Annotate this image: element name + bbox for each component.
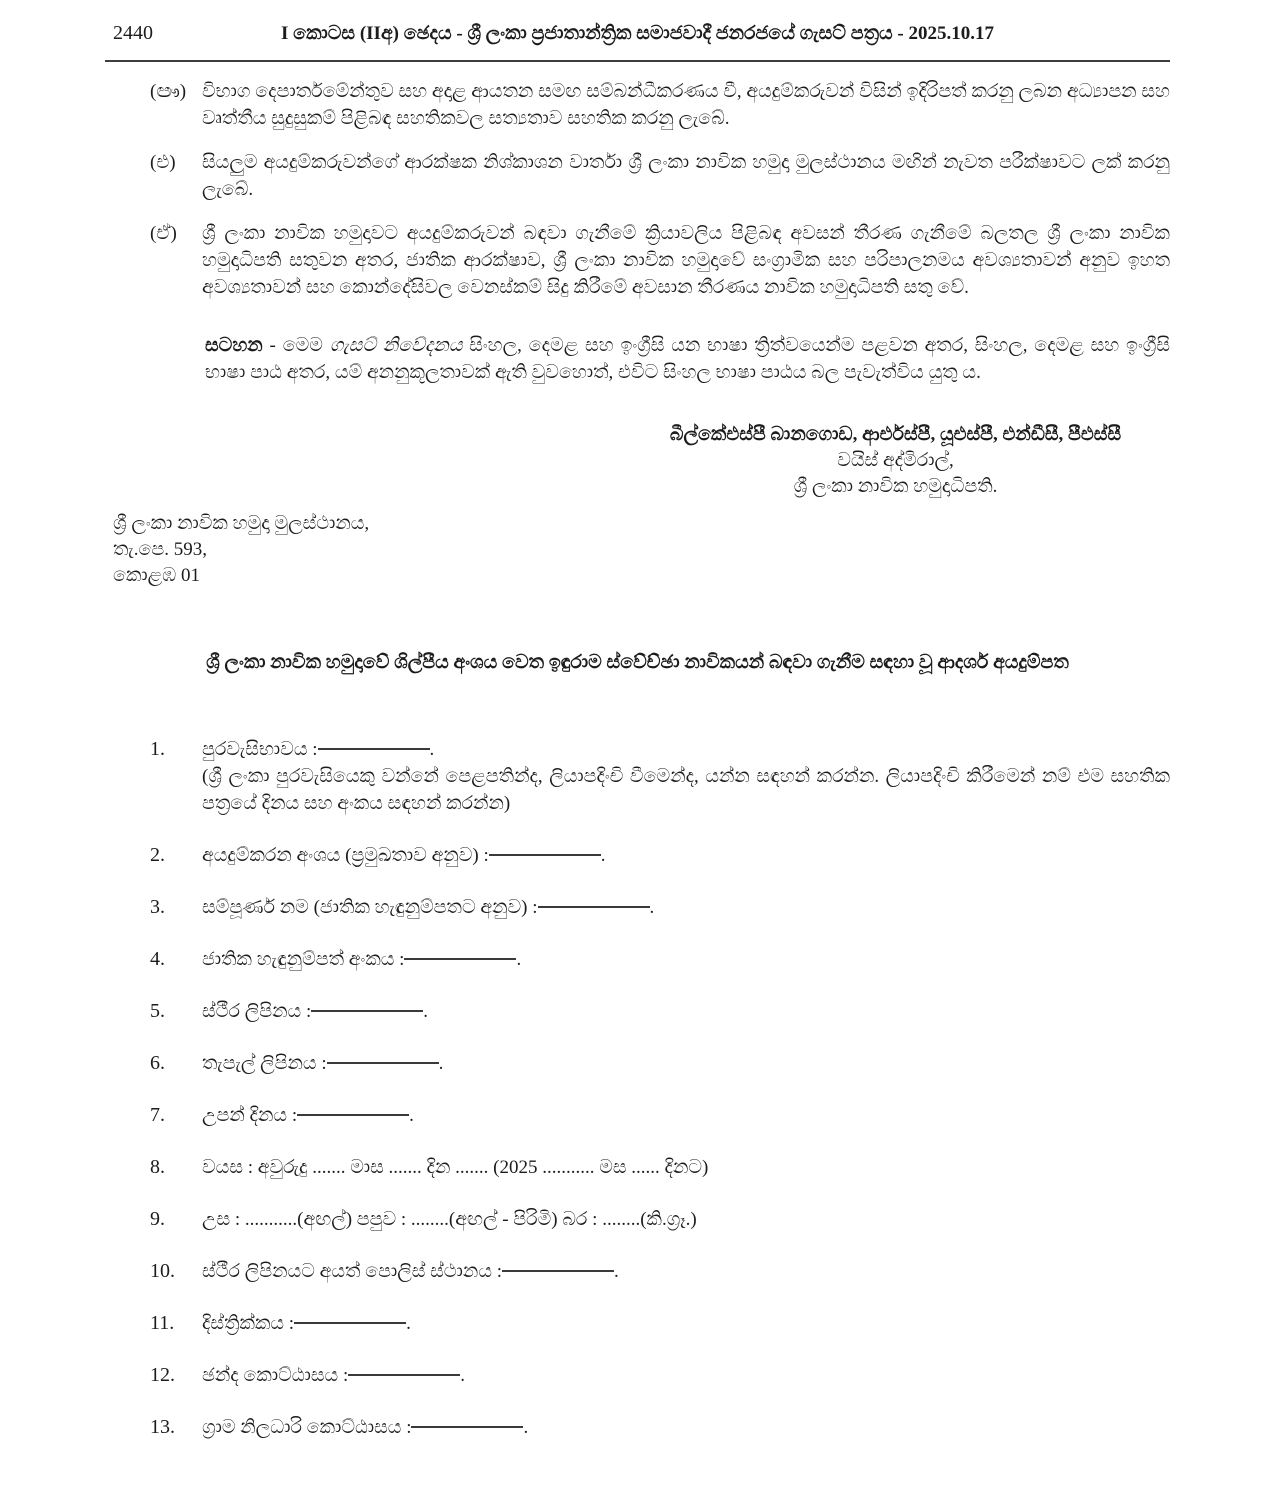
application-form-items xyxy=(150,736,1170,1441)
form-item-row xyxy=(150,842,1170,869)
lettered-paragraph xyxy=(150,220,1170,301)
form-item-label: ජාතික හැඳුනුම්පත් අංකය : xyxy=(202,949,405,970)
note-label: සටහන xyxy=(205,335,263,356)
form-item-content xyxy=(202,1310,1170,1337)
form-item-label: උස : ...........(අඟල්) පපුව : ........(අඟල් - පිරිමි) බර : ........(කි.ග්‍රෑ.) xyxy=(202,1209,697,1230)
gazette-header-title: I කොටස (IIඅ) ඡෙදය - ශ්‍රී ලංකා ප්‍රජාතාන්ත්‍රික සමාජවාදී ජනරජයේ ගැසට් පත්‍රය - 2025.10.17 xyxy=(281,23,994,44)
form-item-row xyxy=(150,1258,1170,1285)
note-separator: - xyxy=(262,335,283,356)
paragraph-text: විභාග දෙපාර්තමේන්තුව සහ අදාළ ආයතන සමඟ සම්බන්ධීකරණය වී, අයදුම්කරුවන් විසින් ඉදිරිපත් කරනු ලබන අධ්‍යාපන සහ වෘත්තීය සුදුසුකම් පිළිබඳ සහතිකවල සත්‍යතාව සහතික කරනු ලැබේ. xyxy=(202,81,1170,129)
page-number: 2440 xyxy=(113,22,153,44)
form-item-label: ස්ථීර ලිපිනයට අයත් පොලිස් ස්ථානය : xyxy=(202,1261,503,1282)
paragraph-text: සියලුම අයදුම්කරුවන්ගේ ආරක්ෂක නිශ්කාශන වාර්තා ශ්‍රී ලංකා නාවික හමුදා මුලස්ථානය මඟින් නැවත පරීක්ෂාවට ලක් කරනු ලැබේ. xyxy=(202,152,1170,200)
form-item-label: ස්ථීර ලිපිනය : xyxy=(202,1001,312,1022)
form-item-row xyxy=(150,1414,1170,1441)
header-rule xyxy=(105,60,1170,62)
form-item-number: 4. xyxy=(150,948,165,970)
form-item-number: 2. xyxy=(150,844,165,866)
form-item-number: 13. xyxy=(150,1416,175,1438)
form-item-number: 12. xyxy=(150,1364,175,1386)
address-line-city: කොළඹ 01 xyxy=(113,565,200,586)
form-item-terminator: . xyxy=(438,1053,444,1074)
form-item-content xyxy=(202,946,1170,973)
form-item-terminator: . xyxy=(516,949,522,970)
form-item-number: 6. xyxy=(150,1052,165,1074)
fill-in-blank-line xyxy=(489,854,601,856)
note-text-pre: මෙම xyxy=(282,335,330,356)
fill-in-blank-line xyxy=(327,1062,439,1064)
form-item-terminator: . xyxy=(600,845,606,866)
form-item-row xyxy=(150,1206,1170,1233)
form-item-label: උපන් දිනය : xyxy=(202,1105,298,1126)
signatory-rank: වයිස් අද්මිරාල්, xyxy=(837,450,954,471)
form-item-content xyxy=(202,1102,1170,1129)
form-item-label: සම්පූර්ණ නම (ජාතික හැඳුනුම්පතට අනුව) : xyxy=(202,897,538,918)
form-item-row xyxy=(150,946,1170,973)
form-item-label: තැපැල් ලිපිනය : xyxy=(202,1053,327,1074)
form-item-content xyxy=(202,998,1170,1025)
fill-in-blank-line xyxy=(348,1374,460,1376)
page-header xyxy=(105,20,1170,50)
form-item-number: 3. xyxy=(150,896,165,918)
form-item-content xyxy=(202,894,1170,921)
form-item-row xyxy=(150,1310,1170,1337)
form-item-content xyxy=(202,1206,1170,1233)
fill-in-blank-line xyxy=(404,958,516,960)
paragraph-letter-marker: (එ) xyxy=(150,152,176,173)
form-item-content xyxy=(202,1362,1170,1389)
form-item-label: වයස : අවුරුදු ....... මාස ....... දින ....... (2025 ........... මස ...... දිනට) xyxy=(202,1157,709,1178)
form-item-label: ඡන්ද කොට්ඨාසය : xyxy=(202,1365,349,1386)
form-item-row xyxy=(150,1050,1170,1077)
address-block xyxy=(113,511,1170,589)
fill-in-blank-line xyxy=(318,748,430,750)
signature-block xyxy=(633,422,1158,500)
form-item-label: දිස්ත්‍රික්කය : xyxy=(202,1313,295,1334)
form-item-row xyxy=(150,1362,1170,1389)
form-item-terminator: . xyxy=(649,897,655,918)
form-item-label: අයදුම්කරන අංශය (ප්‍රමුඛතාව අනුව) : xyxy=(202,845,489,866)
signatory-name-and-honours: බීල්කේඑස්පී බානගොඩ, ආර්එස්පී, යූඑස්පී, එන්ඩීසී, පීඑස්සී xyxy=(669,424,1122,445)
form-item-number: 9. xyxy=(150,1208,165,1230)
signatory-title: ශ්‍රී ලංකා නාවික හමුදාධිපති. xyxy=(793,476,998,497)
address-line-organisation: ශ්‍රී ලංකා නාවික හමුදා මුලස්ථානය, xyxy=(113,513,370,534)
form-item-terminator: . xyxy=(409,1105,414,1126)
form-item-terminator: . xyxy=(406,1313,411,1334)
form-item-terminator: . xyxy=(460,1365,465,1386)
note-text-rest: සිංහල, දෙමළ සහ ඉංග්‍රීසි යන භාෂා ත්‍රිත්වයෙන්ම පළවන අතර, සිංහල, දෙමළ සහ ඉංග්‍රීසි භාෂා පාඨ අතර, යම් අනනුකූලතාවක් ඇති වුවහොත්, එවිට සිංහල භාෂා පාඨය බල පැවැත්විය යුතු ය. xyxy=(205,335,1171,383)
form-item-row xyxy=(150,998,1170,1025)
form-item-content xyxy=(202,842,1170,869)
form-item-row xyxy=(150,894,1170,921)
form-item-number: 10. xyxy=(150,1260,175,1282)
form-item-content xyxy=(202,1154,1170,1181)
lettered-paragraph xyxy=(150,78,1170,132)
form-item-number: 1. xyxy=(150,738,165,760)
fill-in-blank-line xyxy=(311,1010,423,1012)
lettered-paragraph xyxy=(150,149,1170,203)
fill-in-blank-line xyxy=(538,906,650,908)
form-item-content xyxy=(202,1414,1170,1441)
form-item-label: පුරවැසිභාවය : xyxy=(202,739,318,760)
form-item-number: 5. xyxy=(150,1000,165,1022)
address-line-po-box: තැ.පෙ. 593, xyxy=(113,539,208,560)
paragraph-text: ශ්‍රී ලංකා නාවික හමුදාවට අයදුම්කරුවන් බඳවා ගැනීමේ ක්‍රියාවලිය පිළිබඳ අවසන් තීරණ ගැනීමේ බලතල ශ්‍රී ලංකා නාවික හමුදාධිපති සතුවන අතර, ජාතික ආරක්ෂාව, ශ්‍රී ලංකා නාවික හමුදාවේ සංග්‍රාමික සහ පරිපාලනමය අවශ්‍යතාවන් අනුව ඉහත අවශ්‍යතාවන් සහ කොන්දේසිවල වෙනස්කම් සිදු කිරීමේ අවසාන තීරණය නාවික හමුදාධිපති සතු වේ. xyxy=(202,223,1170,298)
form-item-row xyxy=(150,1154,1170,1181)
form-item-terminator: . xyxy=(429,739,435,760)
form-item-number: 11. xyxy=(150,1312,175,1334)
form-item-instruction: (ශ්‍රී ලංකා පුරවැසියෙකු වන්නේ පෙළපතින්ද, ලියාපදිංචි වීමෙන්ද, යන්න සඳහන් කරන්න. ලියාපදිංචි කිරීමෙන් නම් එම සහතික පත්‍රයේ දිනය සහ අංකය සඳහන් කරන්න) xyxy=(202,766,1170,814)
form-item-content xyxy=(202,1050,1170,1077)
note-gazette-emphasis: ගැසට් නිවේදනය xyxy=(329,335,463,356)
form-item-content xyxy=(202,736,1170,817)
fill-in-blank-line xyxy=(411,1426,523,1428)
form-item-number: 8. xyxy=(150,1156,165,1178)
paragraph-letter-marker: (ඐ) xyxy=(150,81,187,102)
form-item-row xyxy=(150,1102,1170,1129)
application-form-heading: ශ්‍රී ලංකා නාවික හමුදාවේ ශිල්පීය අංශය වෙත ඉඳුරාම ස්වේච්ඡා නාවිකයන් බඳවා ගැනීම සඳහා වූ ආදර්ශ අයදුම්පත xyxy=(206,652,1069,673)
fill-in-blank-line xyxy=(297,1114,409,1116)
paragraph-letter-marker: (ඒ) xyxy=(150,223,177,244)
fill-in-blank-line xyxy=(502,1270,614,1272)
form-item-label: ග්‍රාම නිලධාරි කොට්ඨාසය : xyxy=(202,1417,412,1438)
form-item-terminator: . xyxy=(523,1417,529,1438)
lettered-paragraphs xyxy=(105,78,1170,301)
form-item-row xyxy=(150,736,1170,817)
fill-in-blank-line xyxy=(294,1322,406,1324)
form-item-terminator: . xyxy=(423,1001,428,1022)
form-item-content xyxy=(202,1258,1170,1285)
form-item-terminator: . xyxy=(614,1261,619,1282)
note-paragraph xyxy=(205,332,1170,386)
form-item-number: 7. xyxy=(150,1104,165,1126)
